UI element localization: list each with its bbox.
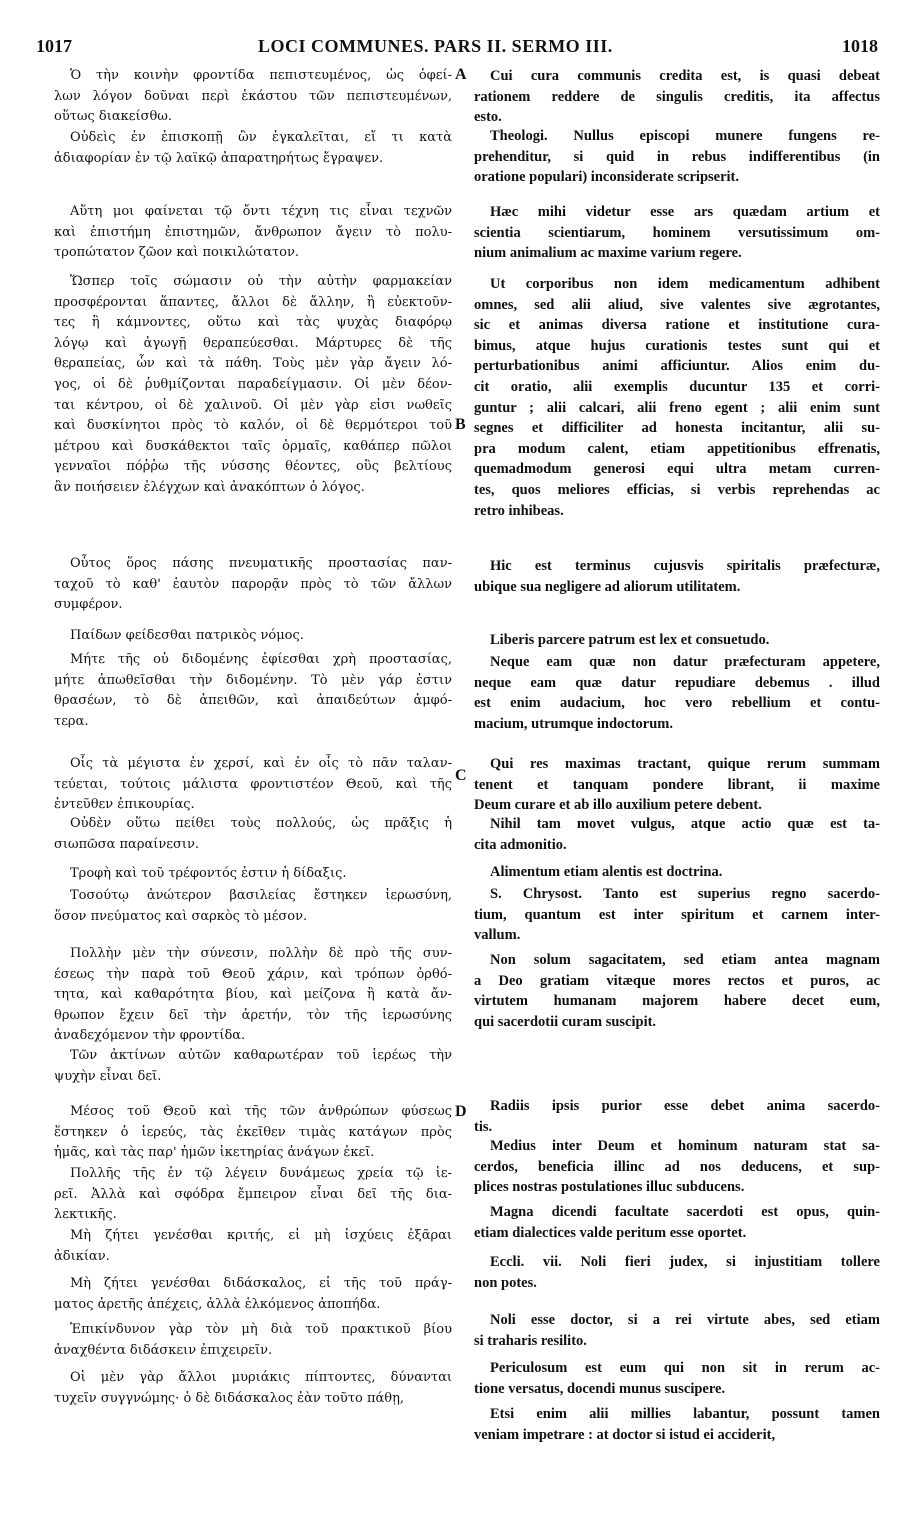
greek-text-line: σιωπῶσα παραίνεσιν. [54, 836, 199, 852]
latin-paragraph [474, 652, 880, 734]
greek-text-line: συμφέρον. [54, 597, 123, 613]
greek-text-line: προσφέρονται ἅπαντες, ἄλλοι δὲ ἄλλην, ἢ εὐεκτοῦν- [54, 294, 452, 310]
latin-text-line: sic et animas diversa ratione et institutione cura- [474, 317, 880, 334]
greek-paragraph [54, 1320, 452, 1361]
latin-paragraph [474, 1404, 880, 1445]
latin-text-line: S. Chrysost. Tanto est superius regno sacerdo- [490, 886, 880, 902]
greek-text-line: Μὴ ζήτει γενέσθαι κριτής, εἰ μὴ ἰσχύεις ἐξᾶραι [70, 1228, 452, 1243]
greek-paragraph [54, 272, 452, 499]
latin-text-line: cita admonitio. [474, 836, 567, 853]
page-number-left: 1017 [36, 36, 72, 56]
latin-text-line: Hic est terminus cujusvis spiritalis præfecturæ, [490, 558, 880, 574]
greek-text-line: Οὐδὲν οὕτω πείθει τοὺς πολλούς, ὡς πρᾶξις ἡ [70, 816, 452, 831]
greek-text-line: ἡμᾶς, καὶ τὰς παρ' ἡμῶν ἱκετηρίας ἀνάγων ἐκεῖ. [54, 1145, 375, 1161]
greek-text-line: Ἐπικίνδυνον γὰρ τὸν μὴ διὰ τοῦ πρακτικοῦ βίου [70, 1322, 452, 1337]
latin-text-line: pra modum calent, etiam appetitionibus effrenatis, [474, 440, 880, 457]
section-marker-a: A [455, 66, 467, 83]
greek-paragraph [54, 754, 452, 816]
greek-text-line: ἀναχθέντα διδάσκειν ἐπιχειρεῖν. [54, 1342, 273, 1358]
latin-text-line: bimus, atque hujus curationis testes sunt qui et [474, 337, 880, 354]
page-number-right: 1018 [842, 36, 878, 56]
greek-text-line: Οἷς τὰ μέγιστα ἐν χερσί, καὶ ἐν οἷς τὸ πᾶν ταλαν- [70, 756, 452, 771]
latin-paragraph [474, 126, 880, 188]
greek-text-line: θεραπείας, ὧν καὶ τὰ πάθη. Τοὺς μὲν γὰρ ἄγειν λό- [54, 356, 452, 372]
greek-paragraph [54, 1046, 452, 1087]
greek-paragraph [54, 650, 452, 732]
latin-paragraph [474, 202, 880, 264]
latin-text-line: cit oratio, alii exemplis ducuntur 135 et corri- [474, 378, 880, 395]
greek-text-line: Τροφὴ καὶ τοῦ τρέφοντός ἐστιν ἡ δίδαξις. [70, 866, 347, 881]
latin-paragraph [474, 950, 880, 1032]
greek-text-line: ἀναδεχόμενον τὴν φροντίδα. [54, 1028, 246, 1044]
greek-paragraph [54, 1102, 452, 1164]
greek-text-line: καὶ δυσκίνητοι πρὸς τὸ καλόν, οἱ δὲ θερμότεροι τοῦ [54, 418, 452, 434]
greek-text-line: ἀδικίαν. [54, 1248, 110, 1264]
latin-text-line: oratione populari) inconsiderate scripserit. [474, 169, 740, 186]
latin-text-line: qui sacerdotii curam suscipit. [474, 1013, 657, 1030]
latin-text-line: macium, utrumque indoctorum. [474, 715, 673, 732]
section-marker-c: C [455, 767, 467, 784]
greek-text-line: ματος ἀρετῆς ἀπέχεις, ἀλλὰ ἑλκόμενος ἀποπήδα. [54, 1296, 381, 1312]
latin-text-line: Nihil tam movet vulgus, atque actio quæ est ta- [490, 816, 880, 832]
latin-text-line: Periculosum est eum qui non sit in rerum ac- [490, 1360, 880, 1376]
latin-text-line: a Deo gratiam vitæque mores rectos et puros, ac [474, 972, 880, 989]
greek-text-line: Πολλὴν μὲν τὴν σύνεσιν, πολλὴν δὲ πρὸ τῆς συν- [70, 946, 452, 961]
latin-text-line: Neque eam quæ non datur præfecturam appetere, [490, 654, 880, 670]
latin-paragraph [474, 862, 880, 883]
latin-text-line: tione versatus, docendi munus suscipere. [474, 1380, 726, 1397]
latin-text-line: tis. [474, 1118, 493, 1135]
latin-paragraph [474, 1136, 880, 1198]
latin-text-line: Etsi enim alii millies labantur, possunt tamen [490, 1406, 880, 1422]
greek-paragraph [54, 944, 452, 1047]
latin-text-line: omnes, sed alii aliud, sive valentes sive ægrotantes, [474, 296, 880, 313]
latin-paragraph [474, 814, 880, 855]
greek-paragraph [54, 128, 452, 169]
latin-text-line: vallum. [474, 927, 521, 944]
latin-paragraph [474, 884, 880, 946]
greek-text-line: τροπώτατον ζῶον καὶ ποικιλώτατον. [54, 245, 300, 261]
page-header [36, 36, 878, 60]
greek-paragraph [54, 1368, 452, 1409]
greek-text-line: τυχεῖν συγγνώμης· ὁ δὲ διδάσκαλος ἐὰν τοῦτο πάθῃ, [54, 1390, 405, 1406]
latin-text-line: nium animalium ac maxime varium regere. [474, 245, 742, 262]
running-title: LOCI COMMUNES. PARS II. SERMO III. [258, 36, 613, 56]
greek-text-line: Πολλῆς τῆς ἐν τῷ λέγειν δυνάμεως χρεία τῷ ἱε- [70, 1166, 452, 1181]
greek-text-line: γος, οἱ δὲ ῥυθμίζονται παραδείγμασιν. Οἱ μὲν δέον- [54, 376, 452, 392]
latin-text-line: Deum curare et ab illo auxilium petere debent. [474, 797, 762, 814]
greek-text-line: Οἱ μὲν γὰρ ἄλλοι μυριάκις πίπτοντες, δύνανται [70, 1370, 452, 1385]
latin-text-line: Alimentum etiam alentis est doctrina. [490, 864, 723, 880]
latin-text-line: guntur ; alii calcari, alii freno egent ; alii enim sunt [474, 399, 880, 416]
latin-text-line: Medius inter Deum et hominum naturam stat sa- [490, 1138, 880, 1154]
latin-text-line: virtutem humanam majorem habere decet eum, [474, 993, 880, 1010]
greek-text-line: ἕστηκεν ὁ ἱερεύς, τὰς ἐκεῖθεν τιμὰς κατάγων πρὸς [54, 1124, 452, 1140]
latin-paragraph [474, 1202, 880, 1243]
greek-paragraph [54, 864, 452, 885]
greek-text-line: Ὥσπερ τοῖς σώμασιν οὐ τὴν αὐτὴν φαρμακείαν [70, 274, 452, 289]
greek-text-line: ἂν ποιήσειεν ἐλέγχων καὶ ἀνακόπτων ὁ λόγος. [54, 479, 365, 495]
latin-text-line: Cui cura communis credita est, is quasi debeat [490, 68, 880, 84]
latin-text-line: tium, quantum est inter spiritum et carnem inter- [474, 906, 880, 923]
latin-text-line: Ut corporibus non idem medicamentum adhibent [490, 276, 880, 292]
greek-paragraph [54, 1164, 452, 1226]
greek-text-line: λων λόγον δοῦναι περὶ ἑκάστου τῶν πεπιστευμένων, [54, 88, 452, 104]
greek-text-line: τες ἢ κάμνοντες, οὕτω καὶ τὰς ψυχὰς διαφόρῳ [54, 315, 452, 331]
greek-text-line: γενναῖοι πόῤῥω τῆς νύσσης θέοντες, οὓς βελτίους [54, 459, 452, 475]
latin-text-line: plices nostras postulationes illuc subducens. [474, 1179, 745, 1196]
latin-text-line: Non solum sagacitatem, sed etiam antea magnam [490, 952, 880, 968]
latin-paragraph [474, 274, 880, 521]
latin-text-line: si traharis resilito. [474, 1332, 587, 1349]
latin-text-line: cerdos, beneficia illinc ad nos deducens, et sup- [474, 1158, 880, 1175]
greek-text-line: ἀδιαφορίαν ἐν τῷ λαϊκῷ ἀπαρατηρήτως ἔγραψεν. [54, 150, 384, 166]
greek-text-line: ἐντεῦθεν ἐπικουρίας. [54, 797, 195, 813]
greek-text-line: Οὐδεὶς ἐν ἐπισκοπῇ ὢν ἐγκαλεῖται, εἴ τι κατὰ [70, 130, 452, 145]
greek-paragraph [54, 202, 452, 264]
greek-text-line: λόγῳ καὶ ἀγωγῇ θεραπεύεσθαι. Μάρτυρες δὲ τῆς [54, 335, 452, 351]
greek-text-line: ψυχὴν εἶναι δεῖ. [54, 1068, 162, 1084]
latin-text-line: est enim audacium, hoc vero rebellium et contu- [474, 695, 880, 712]
latin-paragraph [474, 1358, 880, 1399]
greek-text-line: μήτε ἀπωθεῖσθαι τὴν διδομένην. Τὸ μὲν γάρ ἐστιν [54, 672, 452, 688]
greek-text-line: ται κέντρου, οἱ δὲ χαλινοῦ. Οἱ μὲν γὰρ εἰσι νωθεῖς [54, 397, 452, 413]
greek-text-line: θρασέων, τὸ δὲ ἀπειθῶν, καὶ ἀπαιδεύτων ἀμφό- [54, 693, 452, 709]
latin-text-line: Hæc mihi videtur esse ars quædam artium et [490, 204, 880, 220]
latin-text-line: ubique sua negligere ad aliorum utilitatem. [474, 578, 741, 595]
latin-text-line: quemadmodum generosi equi ultra metam curren- [474, 461, 880, 478]
greek-text-line: Τῶν ἀκτίνων αὐτῶν καθαρωτέραν τοῦ ἱερέως τὴν [70, 1048, 452, 1063]
greek-paragraph [54, 66, 452, 128]
greek-paragraph [54, 626, 452, 647]
greek-text-line: έσεως τὴν παρὰ τοῦ Θεοῦ χάριν, καὶ τρόπων ὀρθό- [54, 966, 452, 982]
latin-paragraph [474, 630, 880, 651]
latin-text-line: rationem reddere de singulis creditis, ita affectus [474, 88, 880, 105]
latin-text-line: Eccli. vii. Noli fieri judex, si injustitiam tollere [490, 1254, 880, 1270]
latin-text-line: Theologi. Nullus episcopi munere fungens re- [490, 128, 880, 144]
latin-text-line: neque eam quæ datur repudiare debemus . illud [474, 674, 880, 691]
latin-text-line: retro inhibeas. [474, 502, 564, 519]
latin-paragraph [474, 1252, 880, 1293]
greek-text-line: τερα. [54, 713, 89, 729]
greek-text-line: Αὕτη μοι φαίνεται τῷ ὄντι τέχνη τις εἶναι τεχνῶν [70, 204, 452, 219]
greek-text-line: καὶ ἐπιστήμη ἐπιστημῶν, ἄνθρωπον ἄγειν τὸ πολυ- [54, 224, 452, 240]
latin-paragraph [474, 1310, 880, 1351]
section-marker-d: D [455, 1103, 467, 1120]
greek-paragraph [54, 1226, 452, 1267]
greek-text-line: Οὗτος ὅρος πάσης πνευματικῆς προστασίας παν- [70, 556, 452, 571]
greek-text-line: Ὁ τὴν κοινὴν φροντίδα πεπιστευμένος, ὡς ὀφεί- [70, 68, 452, 83]
latin-text-line: Noli esse doctor, si a rei virtute abes, sed etiam [490, 1312, 880, 1328]
greek-text-line: Μήτε τῆς οὐ διδομένης ἐφίεσθαι χρὴ προστασίας, [70, 652, 452, 667]
latin-text-line: Magna dicendi facultate sacerdoti est opus, quin- [490, 1204, 880, 1220]
greek-text-line: θρωπον ἔχειν δεῖ τὴν ἀρετήν, τὸν τῆς ἱερωσύνης [54, 1007, 452, 1023]
greek-text-line: τητα, καὶ καθαρότητα βίου, καὶ μείζονα ἢ κατὰ ἄν- [54, 987, 452, 1003]
greek-text-line: τεύεται, τούτοις μάλιστα φροντιστέον Θεοῦ, καὶ τῆς [54, 776, 452, 792]
latin-paragraph [474, 1096, 880, 1137]
latin-text-line: scientia scientiarum, hominem versutissimum om- [474, 224, 880, 241]
latin-text-line: perturbationibus animi afficiuntur. Alios enim du- [474, 358, 880, 375]
greek-text-line: ρεῖ. Ἀλλὰ καὶ σφόδρα ἔμπειρον εἶναι δεῖ τῆς δια- [54, 1186, 452, 1202]
latin-text-line: Radiis ipsis purior esse debet anima sacerdo- [490, 1098, 880, 1114]
greek-paragraph [54, 814, 452, 855]
section-marker-b: B [455, 416, 466, 433]
greek-text-line: Μὴ ζήτει γενέσθαι διδάσκαλος, εἰ τῆς τοῦ πράγ- [70, 1276, 452, 1291]
greek-text-line: μέτρου καὶ δυσκάθεκτοι ταῖς ὁρμαῖς, καθάπερ πῶλοι [54, 438, 452, 454]
latin-text-line: non potes. [474, 1274, 537, 1291]
latin-text-line: esto. [474, 109, 502, 126]
latin-text-line: tenent et tanquam pondere librant, ii maxime [474, 776, 880, 793]
latin-paragraph [474, 556, 880, 597]
greek-text-line: Μέσος τοῦ Θεοῦ καὶ τῆς τῶν ἀνθρώπων φύσεως [70, 1104, 452, 1119]
greek-paragraph [54, 1274, 452, 1315]
greek-text-line: Τοσούτῳ ἀνώτερον βασιλείας ἔστηκεν ἱερωσύνη, [70, 888, 452, 903]
latin-text-line: Qui res maximas tractant, quique rerum summam [490, 756, 880, 772]
greek-text-line: λεκτικῆς. [54, 1207, 117, 1223]
greek-text-line: Παίδων φείδεσθαι πατρικὸς νόμος. [70, 628, 304, 643]
latin-paragraph [474, 754, 880, 816]
greek-paragraph [54, 554, 452, 616]
latin-text-line: Liberis parcere patrum est lex et consuetudo. [490, 632, 770, 648]
latin-text-line: veniam impetrare : at doctor si istud ei acciderit, [474, 1426, 776, 1443]
latin-text-line: segnes et difficiliter ad honesta incitantur, alii su- [474, 420, 880, 437]
latin-text-line: prehenditur, si quid in rebus indifferentibus (in [474, 148, 880, 165]
greek-text-line: ὅσον πνεύματος καὶ σαρκὸς τὸ μέσον. [54, 908, 308, 924]
latin-text-line: tes, quos meliores efficias, si verbis reprehendas ac [474, 481, 880, 498]
greek-text-line: ταχοῦ τὸ καθ' ἑαυτὸν παρορᾷν πρὸς τὸ τῶν ἄλλων [54, 576, 452, 592]
latin-paragraph [474, 66, 880, 128]
latin-text-line: etiam dialectices valde peritum esse oportet. [474, 1224, 747, 1241]
greek-text-line: οὕτως διακείσθω. [54, 109, 173, 125]
greek-paragraph [54, 886, 452, 927]
